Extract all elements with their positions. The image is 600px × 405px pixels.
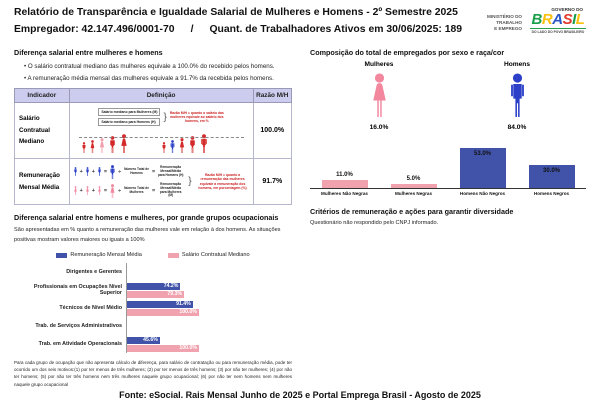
salary-bar xyxy=(127,291,184,298)
source-footer: Fonte: eSocial. Rais Mensal Junho de 2025 e Portal Emprega Brasil - Agosto de 2025 xyxy=(119,390,481,400)
definition-cell xyxy=(69,103,253,159)
composition-bar xyxy=(310,135,379,188)
median-dotted-line xyxy=(79,137,244,138)
bar-value-label: 30.0% xyxy=(542,168,560,174)
section-title-criteria: Critérios de remuneração e ações para garantir diversidade xyxy=(310,207,514,216)
ratio-note: Razão M/H = quanto a remuneração das mulheres equivale à remuneração dos homens, em porcentagem (%) xyxy=(198,173,247,190)
employer-line xyxy=(14,24,462,35)
occupation-row xyxy=(14,335,292,353)
occupation-row xyxy=(14,317,292,335)
person-icon xyxy=(89,140,96,153)
brace-glyph: } xyxy=(188,176,192,187)
occupational-bar-chart xyxy=(14,263,292,353)
composition-bar xyxy=(517,135,586,188)
header-logos xyxy=(487,7,586,35)
bars-area xyxy=(310,135,586,189)
legend-item-remuneration xyxy=(56,252,142,258)
definition-top xyxy=(73,108,250,126)
formula-result: Remuneração Mensal/Média para Mulheres (M) xyxy=(159,181,182,198)
legend-swatch-pink xyxy=(168,253,179,258)
formula-result: Remuneração Mensal/Média para Homens (H) xyxy=(157,165,184,177)
section-title-occupational: Diferença salarial entre homens e mulheres, por grande grupos ocupacionais xyxy=(14,213,279,222)
person-icon xyxy=(188,136,197,153)
person-icon xyxy=(73,167,78,176)
col-header-razao: Razão M/H xyxy=(253,89,291,103)
section-title-salary-diff: Diferença salarial entre mulheres e homens xyxy=(14,48,163,57)
avg-remuneration-pictogram xyxy=(73,165,185,198)
woman-icon xyxy=(324,72,434,117)
person-icon xyxy=(85,167,90,176)
occupation-row xyxy=(14,299,292,317)
bar-value-label: 11.0% xyxy=(336,172,353,178)
wordmark-letter: A xyxy=(552,11,563,28)
definition-cell xyxy=(69,159,253,205)
axis-category-label: Homens Negros xyxy=(533,191,570,196)
indicator-name: Remuneração Mensal Média xyxy=(15,159,70,205)
brace-glyph: } xyxy=(163,111,167,123)
women-label: Mulheres xyxy=(364,61,394,68)
axis-labels-row xyxy=(310,189,586,196)
chart-legend xyxy=(14,252,292,258)
bar-value-label: 100.0% xyxy=(179,345,197,351)
separator-slash: / xyxy=(190,24,194,35)
person-icon xyxy=(81,142,87,153)
formula-row: + + = ÷ Número Total de Homens = Remuneração Mensal/Média para Homens (H) xyxy=(73,165,185,179)
col-header-indicador: Indicador xyxy=(15,89,70,103)
header-titles xyxy=(14,7,462,35)
occupation-bars xyxy=(126,281,292,299)
person-icon xyxy=(97,186,102,195)
ratio-note: Razão M/H = quanto o salário das mulheres equivale ao salário dos homens, em % xyxy=(169,110,224,124)
brasil-wordmark xyxy=(530,12,586,27)
indicator-table xyxy=(14,88,292,205)
table-row-avg-remuneration xyxy=(15,159,292,205)
remuneration-bar xyxy=(127,301,193,308)
occupation-row xyxy=(14,281,292,299)
legend-item-salary xyxy=(168,252,250,258)
median-salary-pictogram xyxy=(73,131,250,153)
criteria-text: Questionário não respondido pelo CNPJ informado. xyxy=(310,220,439,226)
person-icon xyxy=(169,140,176,153)
occupation-bars xyxy=(126,263,292,281)
formula-divisor: Número Total de Homens xyxy=(124,166,149,175)
person-icon xyxy=(73,186,78,195)
occupational-subtitle: São apresentadas em % quanto a remuneração das mulheres vale em relação à dos homens. As situações positivas mostram valores maiores ou iguais a 100% xyxy=(14,227,281,243)
col-header-definicao: Definição xyxy=(69,89,253,103)
bar xyxy=(322,180,368,188)
person-icon xyxy=(97,167,102,176)
person-icon xyxy=(506,73,529,117)
bar-value-label: 74.2% xyxy=(163,283,179,289)
definition-wrap xyxy=(73,165,250,198)
table-row-median-salary xyxy=(15,103,292,159)
ratio-value: 100.0% xyxy=(253,103,291,159)
wordmark-letter: S xyxy=(562,11,573,28)
person-icon xyxy=(98,138,106,153)
occupation-label: Trab. de Serviços Administrativos xyxy=(35,323,122,329)
gov-logo-top-text: GOVERNO DO xyxy=(551,7,583,12)
wordmark-letter: R xyxy=(541,11,553,28)
person-icon xyxy=(85,186,90,195)
occupation-bars xyxy=(126,335,292,353)
person-icon xyxy=(178,138,186,153)
bar-value-label: 53.0% xyxy=(473,151,491,157)
composition-bar xyxy=(379,135,448,188)
women-percentage: 16.0% xyxy=(369,124,389,131)
right-column xyxy=(310,48,586,388)
occupation-row xyxy=(14,263,292,281)
person-icon xyxy=(108,136,117,153)
definition-label-men: Salário mediano para Homens (H) xyxy=(98,118,160,126)
ministry-line-3: E EMPREGO xyxy=(494,25,522,31)
definition-labels xyxy=(98,108,160,126)
bar-value-label: 91.4% xyxy=(176,301,191,307)
men-figure xyxy=(462,61,572,131)
remuneration-bar xyxy=(127,337,160,344)
gov-brasil-logo xyxy=(530,7,586,34)
gov-logo-tagline: DO LADO DO POVO BRASILEIRO xyxy=(531,30,585,34)
person-icon xyxy=(368,73,391,117)
page-title: Relatório de Transparência e Igualdade Salarial de Mulheres e Homens - 2º Semestre 2025 xyxy=(14,7,458,18)
person-icon xyxy=(109,184,116,198)
legend-label: Remuneração Mensal Média xyxy=(70,252,142,258)
occupation-label: Técnicos de Nível Médio xyxy=(59,305,122,311)
ministry-line-1: MINISTÉRIO DO xyxy=(487,14,522,19)
bar-value-label: 100.0% xyxy=(179,309,197,315)
axis-category-label: Homens Não Negros xyxy=(459,191,506,196)
ministry-logo xyxy=(487,14,522,32)
person-icon xyxy=(161,142,167,153)
wordmark-letter: I xyxy=(572,11,576,28)
wordmark-letter: B xyxy=(531,11,542,28)
person-icon xyxy=(109,165,116,179)
remuneration-bar xyxy=(127,283,180,290)
occupation-label: Profissionais em Ocupações Nível Superior xyxy=(33,284,122,296)
ministry-line-2: TRABALHO xyxy=(496,19,522,25)
legend-label: Salário Contratual Mediano xyxy=(181,252,250,258)
salary-diff-bullets xyxy=(14,63,292,82)
content-columns xyxy=(0,35,600,388)
occupation-label: Trab. em Atividade Operacionais xyxy=(38,341,122,347)
definition-label-women: Salário mediano para Mulheres (M) xyxy=(98,108,160,116)
employer-id: Empregador: 42.147.496/0001-70 xyxy=(14,24,175,35)
bar-value-label: 5.0% xyxy=(406,176,421,182)
axis-category-label: Mulheres Não Negras xyxy=(321,191,368,196)
women-figure xyxy=(324,61,434,131)
occupational-disclaimer: Para cada grupo de ocupação que não apresenta cálculo de diferença, para salário de contratação ou para remuneração média, pode ter ocorrido um dos seis motivos:(1) por ter menos de três mulheres; (2) por ter menos de três homens; (3) por não ter mulheres; (4) por não ter homens; (5) por não ter três homens nem três mulheres naquele grupo ocupacional; (6) por não ter nem homens nem mulheres naquele grupo ocupacional xyxy=(14,360,292,387)
formula-divisor: Número Total de Mulheres xyxy=(124,185,149,194)
occupation-bars xyxy=(126,299,292,317)
occupation-label: Dirigentes e Gerentes xyxy=(66,269,122,275)
ratio-value: 91.7% xyxy=(253,159,291,205)
composition-bar xyxy=(448,135,517,188)
wordmark-letter: L xyxy=(575,11,585,28)
formula-row: + + = ÷ Número Total de Mulheres = Remuneração Mensal/Média para Mulheres (M) xyxy=(73,183,185,198)
legend-swatch-blue xyxy=(56,253,67,258)
active-workers-count: Quant. de Trabalhadores Ativos em 30/06/2025: 189 xyxy=(209,24,463,35)
bar-value-label: 45.6% xyxy=(143,337,158,343)
indicator-name: Salário Contratual Mediano xyxy=(15,103,70,159)
report-header xyxy=(0,0,600,35)
men-percentage: 84.0% xyxy=(507,124,527,131)
bar xyxy=(391,184,437,188)
occupation-bars xyxy=(126,317,292,335)
indicator-table-header-row xyxy=(15,89,292,103)
bar-value-label: 79.3% xyxy=(167,291,183,297)
left-column xyxy=(14,48,292,388)
men-label: Homens xyxy=(503,61,530,68)
bullet-median-salary: • O salário contratual mediano das mulheres equivale a 100.0% do recebido pelos homens. xyxy=(24,63,292,70)
axis-category-label: Mulheres Negras xyxy=(394,191,433,196)
salary-bar xyxy=(127,345,199,352)
section-title-composition: Composição do total de empregados por sexo e raça/cor xyxy=(310,48,505,57)
sex-composition-figures xyxy=(310,61,586,131)
man-icon xyxy=(462,72,572,117)
race-composition-bar-chart xyxy=(310,135,586,196)
bullet-avg-remuneration: • A remuneração média mensal das mulheres equivale a 91.7% da recebida pelos homens. xyxy=(24,75,292,82)
salary-bar xyxy=(127,309,199,316)
